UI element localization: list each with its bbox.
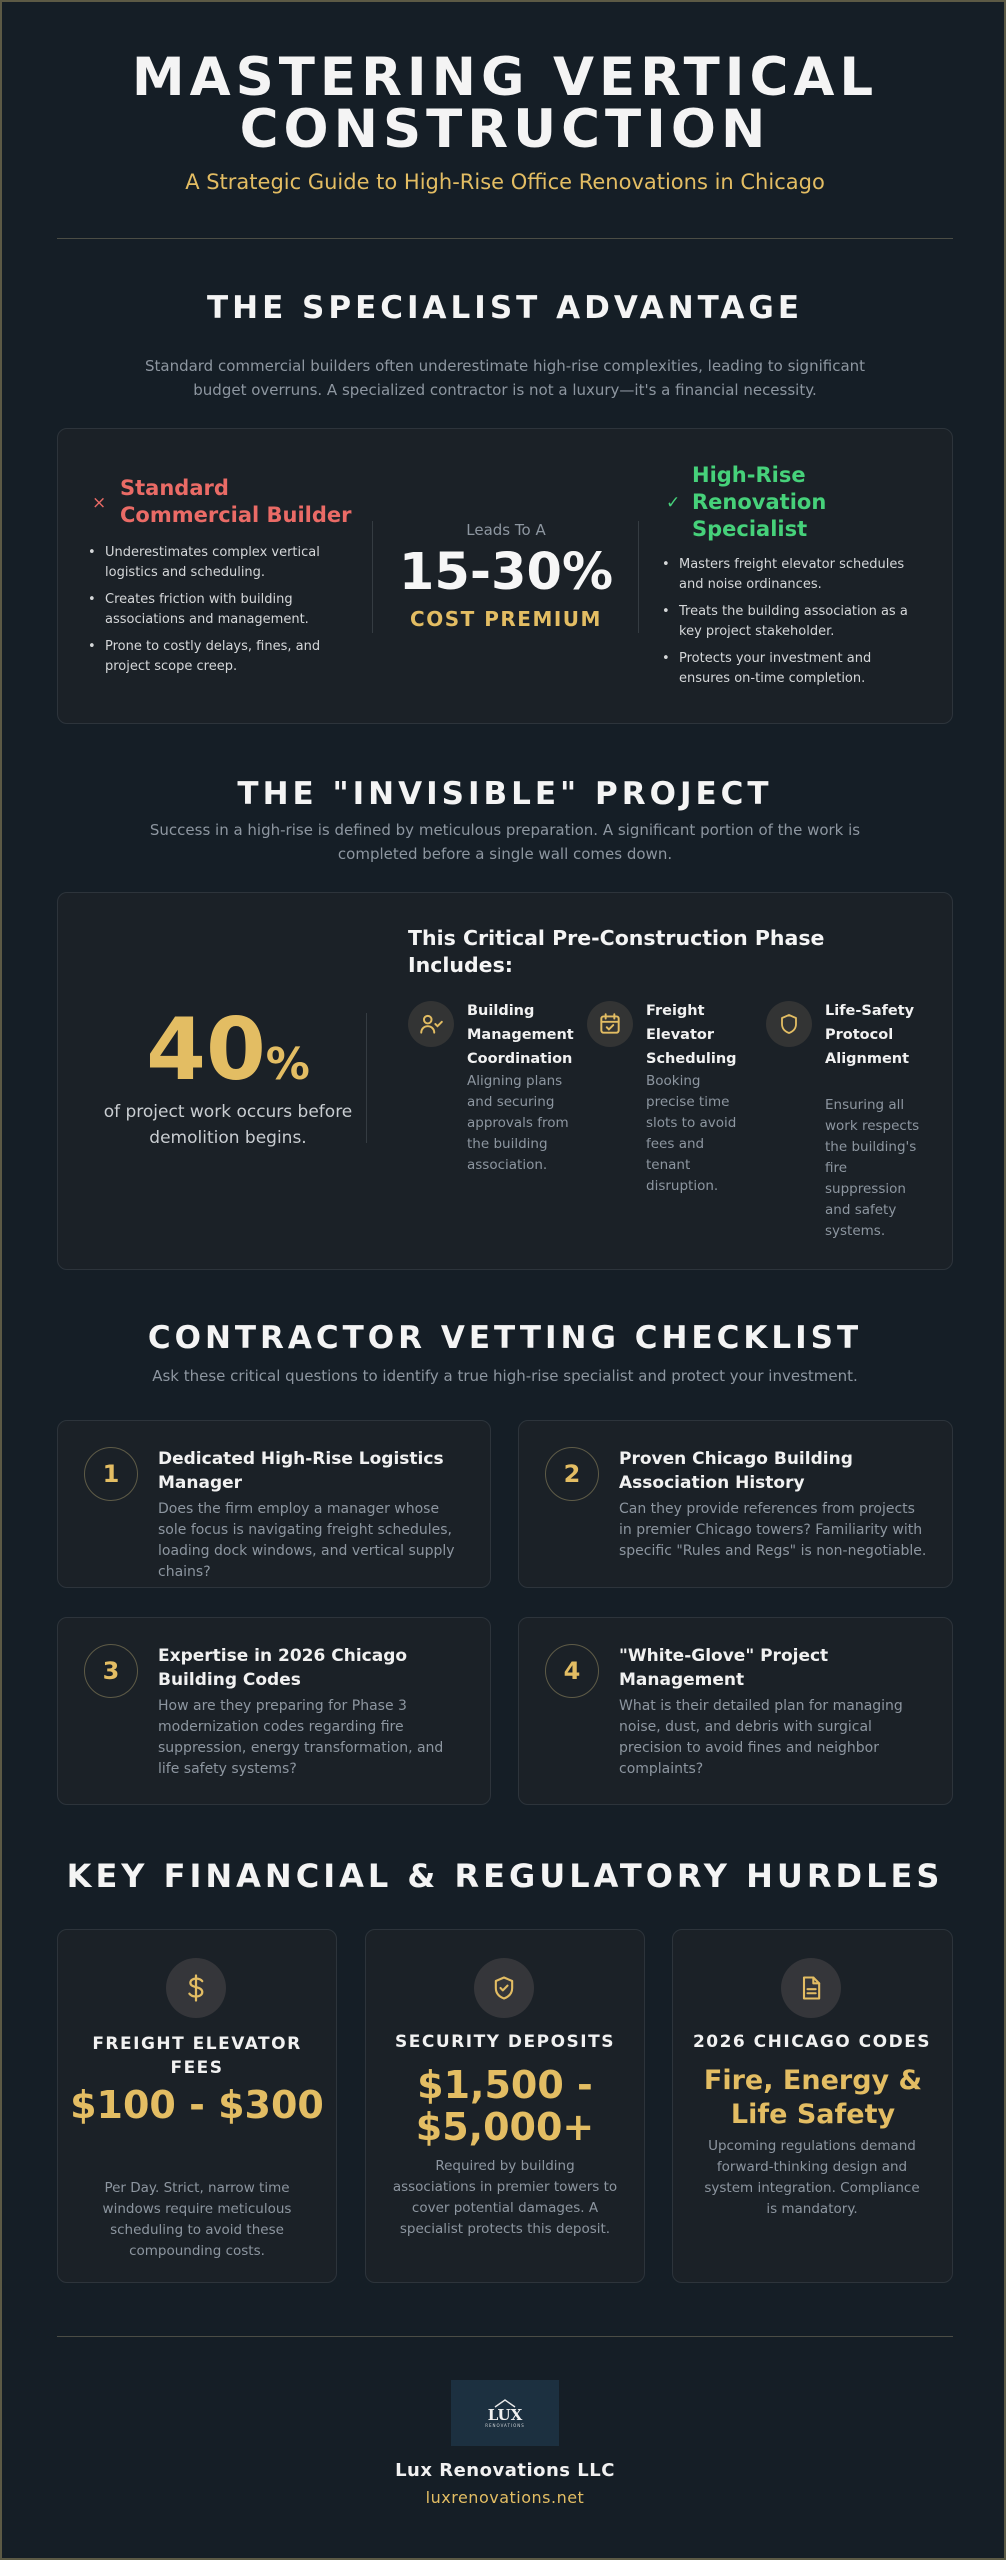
hurdle-card <box>57 1929 337 2283</box>
hurdle-value: $100 - $300 <box>70 2083 324 2127</box>
hurdle-value: Fire, Energy & Life Safety <box>703 2065 923 2130</box>
stat-percentage: 40% <box>146 1000 310 1100</box>
hurdle-desc: Per Day. Strict, narrow time windows require meticulous scheduling to avoid these compounding costs. <box>102 2180 292 2259</box>
list-item: • Masters freight elevator schedules and noise ordinances. <box>662 555 924 595</box>
task-desc: Ensuring all work respects the building's fire suppression and safety systems. <box>825 1097 920 1239</box>
list-item: • Creates friction with building associations and management. <box>88 590 338 630</box>
number-badge: 2 <box>545 1447 599 1501</box>
checklist-item-desc: What is their detailed plan for managing noise, dust, and debris with surgical precision to avoid fines and neighbor complaints? <box>619 1698 903 1777</box>
divider <box>57 2336 953 2337</box>
number-badge: 1 <box>84 1447 138 1501</box>
hurdle-card <box>672 1929 953 2283</box>
phase-title: This Critical Pre-Construction Phase Includes: <box>408 926 825 977</box>
number-badge: 3 <box>84 1644 138 1698</box>
task-title: Freight Elevator Scheduling <box>646 1003 737 1067</box>
task-desc: Booking precise time slots to avoid fees and tenant disruption. <box>646 1073 737 1194</box>
list-item: • Protects your investment and ensures on-time completion. <box>662 649 924 689</box>
cost-premium-label: COST PREMIUM <box>410 607 602 631</box>
checklist-item-desc: Can they provide references from projects in premier Chicago towers? Familiarity with specific "Rules and Regs" is non-negotiable. <box>619 1501 927 1559</box>
company-name: Lux Renovations LLC <box>395 2460 615 2481</box>
list-item: • Treats the building association as a key project stakeholder. <box>662 602 924 642</box>
divider <box>366 1013 367 1143</box>
checklist-section-desc: Ask these critical questions to identify a true high-rise specialist and protect your investment. <box>152 1367 858 1385</box>
hurdle-label: SECURITY DEPOSITS <box>395 2032 615 2052</box>
page-title: MASTERING VERTICAL CONSTRUCTION <box>131 47 879 160</box>
hurdle-card <box>365 1929 645 2283</box>
list-item: • Prone to costly delays, fines, and project scope creep. <box>88 637 338 677</box>
checklist-item <box>518 1420 953 1588</box>
page-subtitle: A Strategic Guide to High-Rise Office Renovations in Chicago <box>185 170 825 194</box>
checklist-item <box>518 1617 953 1805</box>
stat-caption: of project work occurs before demolition begins. <box>103 1102 353 1148</box>
checklist-item-title: Dedicated High-Rise Logistics Manager <box>158 1449 444 1493</box>
divider <box>372 521 373 633</box>
invisible-section-desc: Success in a high-rise is defined by meticulous preparation. A significant portion of the work is completed before a single wall comes down. <box>149 821 861 863</box>
users-check-icon <box>408 1001 454 1047</box>
leads-to-label: Leads To A <box>466 521 546 539</box>
divider <box>57 238 953 239</box>
divider <box>638 521 639 633</box>
task-title: Life-Safety Protocol Alignment <box>825 1003 915 1067</box>
checklist-item <box>57 1617 491 1805</box>
hurdle-label: FREIGHT ELEVATOR FEES <box>92 2034 302 2078</box>
company-url[interactable]: luxrenovations.net <box>425 2488 585 2507</box>
document-icon <box>781 1958 841 2018</box>
hurdle-label: 2026 CHICAGO CODES <box>692 2032 932 2052</box>
standard-builder-list <box>88 543 338 684</box>
company-logo: LUX RENOVATIONS <box>451 2380 559 2446</box>
task-desc: Aligning plans and securing approvals from the building association. <box>467 1073 569 1173</box>
checklist-item-desc: Does the firm employ a manager whose sole focus is navigating freight schedules, loading dock windows, and vertical supply chains? <box>158 1501 455 1580</box>
shield-check-icon <box>474 1958 534 2018</box>
dollar-icon <box>166 1958 226 2018</box>
checklist-item-title: Proven Chicago Building Association History <box>619 1449 853 1493</box>
hurdle-desc: Upcoming regulations demand forward-thinking design and system integration. Compliance is mandatory. <box>704 2138 920 2217</box>
comparison-card <box>57 428 953 724</box>
hurdle-value: $1,500 - $5,000+ <box>415 2063 595 2149</box>
specialist-title: High-Rise Renovation Specialist <box>692 463 827 541</box>
checklist-section-title: CONTRACTOR VETTING CHECKLIST <box>147 1320 863 1356</box>
standard-builder-title: Standard Commercial Builder <box>120 476 352 527</box>
check-icon: ✓ <box>666 493 681 513</box>
invisible-card <box>57 892 953 1270</box>
hurdles-section-title: KEY FINANCIAL & REGULATORY HURDLES <box>66 1857 944 1895</box>
checklist-item-title: Expertise in 2026 Chicago Building Codes <box>158 1646 408 1690</box>
invisible-section-title: THE "INVISIBLE" PROJECT <box>237 776 773 812</box>
list-item: • Underestimates complex vertical logistics and scheduling. <box>88 543 338 583</box>
task-title: Building Management Coordination <box>467 1003 574 1067</box>
calendar-check-icon <box>587 1001 633 1047</box>
specialist-list <box>662 555 924 696</box>
cost-premium-value: 15-30% <box>398 543 614 602</box>
shield-icon <box>766 1001 812 1047</box>
checklist-item-desc: How are they preparing for Phase 3 modernization codes regarding fire suppression, energy transformation, and life safety systems? <box>158 1698 444 1777</box>
checklist-item <box>57 1420 491 1588</box>
hurdle-desc: Required by building associations in premier towers to cover potential damages. A specialist protects this deposit. <box>392 2158 618 2237</box>
specialist-section-desc: Standard commercial builders often underestimate high-rise complexities, leading to significant budget overruns. A specialized contractor is not a luxury—it's a financial necessity. <box>144 357 866 399</box>
specialist-section-title: THE SPECIALIST ADVANTAGE <box>206 290 803 326</box>
number-badge: 4 <box>545 1644 599 1698</box>
checklist-item-title: "White-Glove" Project Management <box>619 1646 829 1690</box>
x-icon: × <box>92 493 107 513</box>
